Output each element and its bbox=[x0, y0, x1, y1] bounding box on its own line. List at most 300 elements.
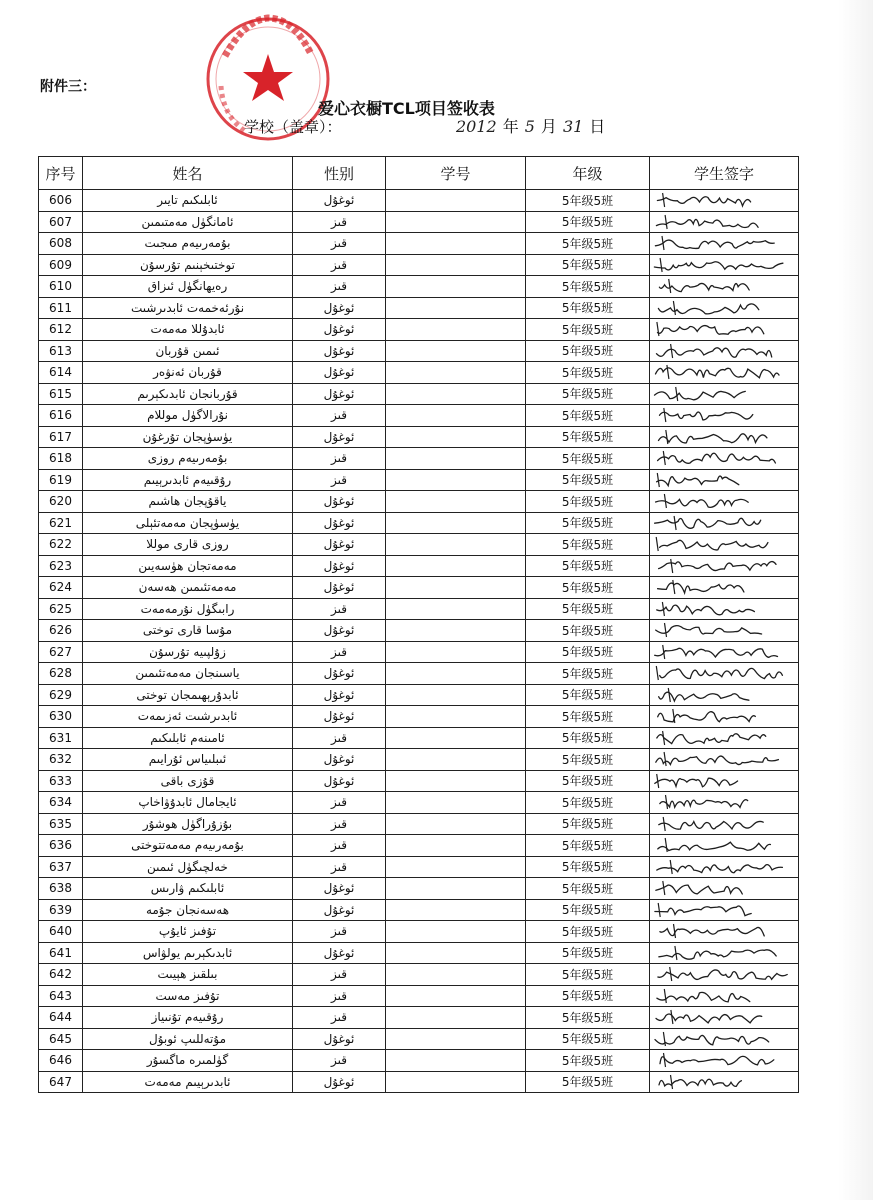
table-row bbox=[39, 512, 799, 534]
student-grade: 5年级5班 bbox=[526, 770, 650, 792]
student-name: يۈسۈپجان تۇرغۇن bbox=[83, 426, 293, 448]
student-signature bbox=[650, 491, 799, 513]
student-grade: 5年级5班 bbox=[526, 749, 650, 771]
handwritten-signature-mark bbox=[650, 448, 790, 468]
student-gender: قىز bbox=[293, 727, 386, 749]
row-number: 631 bbox=[39, 727, 83, 749]
student-grade: 5年级5班 bbox=[526, 985, 650, 1007]
student-grade: 5年级5班 bbox=[526, 233, 650, 255]
row-number: 616 bbox=[39, 405, 83, 427]
table-row bbox=[39, 598, 799, 620]
row-number: 610 bbox=[39, 276, 83, 298]
handwritten-signature-mark bbox=[650, 749, 790, 769]
table-row bbox=[39, 899, 799, 921]
table-row bbox=[39, 426, 799, 448]
student-grade: 5年级5班 bbox=[526, 921, 650, 943]
handwritten-signature-mark bbox=[650, 1029, 790, 1049]
table-row bbox=[39, 1028, 799, 1050]
row-number: 643 bbox=[39, 985, 83, 1007]
student-gender: ئوغۇل bbox=[293, 706, 386, 728]
handwritten-signature-mark bbox=[650, 835, 790, 855]
table-row bbox=[39, 319, 799, 341]
date-month-suffix: 月 bbox=[540, 117, 557, 136]
table-row bbox=[39, 276, 799, 298]
handwritten-signature-mark bbox=[650, 1072, 790, 1092]
handwritten-signature-mark bbox=[650, 405, 790, 425]
row-number: 646 bbox=[39, 1050, 83, 1072]
student-gender: قىز bbox=[293, 233, 386, 255]
table-body bbox=[39, 190, 799, 1093]
handwritten-signature-mark bbox=[650, 771, 790, 791]
student-grade: 5年级5班 bbox=[526, 405, 650, 427]
student-id bbox=[386, 598, 526, 620]
student-gender: قىز bbox=[293, 964, 386, 986]
handwritten-signature-mark bbox=[650, 1050, 790, 1070]
table-row bbox=[39, 1071, 799, 1093]
student-signature bbox=[650, 663, 799, 685]
table-row bbox=[39, 254, 799, 276]
student-gender: ئوغۇل bbox=[293, 491, 386, 513]
student-name: يۈسۈپجان مەمەتئېلى bbox=[83, 512, 293, 534]
table-row bbox=[39, 555, 799, 577]
table-row bbox=[39, 663, 799, 685]
handwritten-signature-mark bbox=[650, 943, 790, 963]
student-gender: ئوغۇل bbox=[293, 749, 386, 771]
row-number: 641 bbox=[39, 942, 83, 964]
student-gender: قىز bbox=[293, 405, 386, 427]
handwritten-signature-mark bbox=[650, 663, 790, 683]
row-number: 615 bbox=[39, 383, 83, 405]
row-number: 636 bbox=[39, 835, 83, 857]
student-grade: 5年级5班 bbox=[526, 555, 650, 577]
student-grade: 5年级5班 bbox=[526, 426, 650, 448]
student-signature bbox=[650, 1050, 799, 1072]
student-grade: 5年级5班 bbox=[526, 340, 650, 362]
table-row bbox=[39, 469, 799, 491]
student-signature bbox=[650, 297, 799, 319]
student-signature bbox=[650, 942, 799, 964]
student-id bbox=[386, 383, 526, 405]
student-gender: قىز bbox=[293, 985, 386, 1007]
student-id bbox=[386, 964, 526, 986]
student-id bbox=[386, 727, 526, 749]
date-day-suffix: 日 bbox=[589, 117, 606, 136]
handwritten-signature-mark bbox=[650, 212, 790, 232]
row-number: 623 bbox=[39, 555, 83, 577]
handwritten-signature-mark bbox=[650, 964, 790, 984]
student-name: ئايجامال ئابدۇۋاخاپ bbox=[83, 792, 293, 814]
row-number: 614 bbox=[39, 362, 83, 384]
table-row bbox=[39, 684, 799, 706]
row-number: 644 bbox=[39, 1007, 83, 1029]
student-name: ئامىنەم ئابلىكىم bbox=[83, 727, 293, 749]
student-id bbox=[386, 491, 526, 513]
student-name: خەلچىگۈل ئىمىن bbox=[83, 856, 293, 878]
student-grade: 5年级5班 bbox=[526, 254, 650, 276]
student-signature bbox=[650, 1028, 799, 1050]
table-row bbox=[39, 942, 799, 964]
student-id bbox=[386, 276, 526, 298]
student-signature bbox=[650, 190, 799, 212]
table-row bbox=[39, 792, 799, 814]
student-gender: ئوغۇل bbox=[293, 1071, 386, 1093]
student-grade: 5年级5班 bbox=[526, 190, 650, 212]
student-signature bbox=[650, 512, 799, 534]
student-signature bbox=[650, 448, 799, 470]
student-grade: 5年级5班 bbox=[526, 663, 650, 685]
student-id bbox=[386, 985, 526, 1007]
student-name: مەمەتجان ھۈسەيىن bbox=[83, 555, 293, 577]
student-name: روزى قارى موللا bbox=[83, 534, 293, 556]
row-number: 620 bbox=[39, 491, 83, 513]
student-gender: ئوغۇل bbox=[293, 426, 386, 448]
row-number: 626 bbox=[39, 620, 83, 642]
student-id bbox=[386, 254, 526, 276]
student-name: ئىبلىياس ئۇرايىم bbox=[83, 749, 293, 771]
student-grade: 5年级5班 bbox=[526, 792, 650, 814]
row-number: 645 bbox=[39, 1028, 83, 1050]
student-signature bbox=[650, 684, 799, 706]
student-gender: ئوغۇل bbox=[293, 190, 386, 212]
student-name: نۇرئەخمەت ئابدىرشىت bbox=[83, 297, 293, 319]
student-signature bbox=[650, 577, 799, 599]
student-id bbox=[386, 856, 526, 878]
student-grade: 5年级5班 bbox=[526, 598, 650, 620]
attachment-label: 附件三： bbox=[40, 79, 96, 95]
student-signature bbox=[650, 426, 799, 448]
student-gender: ئوغۇل bbox=[293, 770, 386, 792]
student-id bbox=[386, 706, 526, 728]
column-header-gender: 性别 bbox=[293, 157, 386, 190]
date-day: 31 bbox=[562, 117, 584, 136]
student-id bbox=[386, 942, 526, 964]
student-name: ئابلىكىم تايىر bbox=[83, 190, 293, 212]
handwritten-signature-mark bbox=[650, 814, 790, 834]
student-gender: قىز bbox=[293, 792, 386, 814]
student-signature bbox=[650, 383, 799, 405]
table-row bbox=[39, 491, 799, 513]
student-id bbox=[386, 792, 526, 814]
student-signature bbox=[650, 534, 799, 556]
student-signature bbox=[650, 254, 799, 276]
student-gender: قىز bbox=[293, 448, 386, 470]
student-gender: قىز bbox=[293, 813, 386, 835]
student-name: بۇمەرىيەم مىجىت bbox=[83, 233, 293, 255]
student-gender: قىز bbox=[293, 598, 386, 620]
student-name: ئابدىرشىت ئەزىمەت bbox=[83, 706, 293, 728]
student-signature bbox=[650, 706, 799, 728]
student-id bbox=[386, 512, 526, 534]
student-name: ھەسەنجان جۇمە bbox=[83, 899, 293, 921]
student-name: رەيھانگۈل ئىزاق bbox=[83, 276, 293, 298]
student-gender: ئوغۇل bbox=[293, 878, 386, 900]
student-name: ئابدىكېرىم يولۋاس bbox=[83, 942, 293, 964]
row-number: 647 bbox=[39, 1071, 83, 1093]
student-name: رۇقىيەم تۇنىياز bbox=[83, 1007, 293, 1029]
student-grade: 5年级5班 bbox=[526, 534, 650, 556]
handwritten-signature-mark bbox=[650, 642, 790, 662]
table-row bbox=[39, 985, 799, 1007]
table-row bbox=[39, 534, 799, 556]
handwritten-signature-mark bbox=[650, 298, 790, 318]
table-row bbox=[39, 448, 799, 470]
student-signature bbox=[650, 276, 799, 298]
student-grade: 5年级5班 bbox=[526, 491, 650, 513]
student-signature bbox=[650, 555, 799, 577]
table-row bbox=[39, 233, 799, 255]
handwritten-signature-mark bbox=[650, 556, 790, 576]
handwritten-signature-mark bbox=[650, 878, 790, 898]
column-header-student-id: 学号 bbox=[386, 157, 526, 190]
student-name: رابىگۈل نۇرمەمەت bbox=[83, 598, 293, 620]
handwritten-signature-mark bbox=[650, 792, 790, 812]
student-grade: 5年级5班 bbox=[526, 727, 650, 749]
student-grade: 5年级5班 bbox=[526, 813, 650, 835]
student-signature bbox=[650, 749, 799, 771]
student-name: ئامانگۈل مەمتىمىن bbox=[83, 211, 293, 233]
handwritten-signature-mark bbox=[650, 190, 790, 210]
student-signature bbox=[650, 362, 799, 384]
student-grade: 5年级5班 bbox=[526, 362, 650, 384]
student-gender: ئوغۇل bbox=[293, 534, 386, 556]
student-id bbox=[386, 1007, 526, 1029]
student-id bbox=[386, 448, 526, 470]
student-name: توختىخېنىم تۇرسۇن bbox=[83, 254, 293, 276]
date-year: 2012 bbox=[456, 117, 497, 136]
student-grade: 5年级5班 bbox=[526, 319, 650, 341]
student-name: زۇلپىيە تۇرسۇن bbox=[83, 641, 293, 663]
table-row bbox=[39, 1007, 799, 1029]
student-id bbox=[386, 340, 526, 362]
student-gender: قىز bbox=[293, 254, 386, 276]
handwritten-signature-mark bbox=[650, 341, 790, 361]
table-row bbox=[39, 211, 799, 233]
student-gender: قىز bbox=[293, 835, 386, 857]
student-signature bbox=[650, 921, 799, 943]
student-grade: 5年级5班 bbox=[526, 706, 650, 728]
column-header-number: 序号 bbox=[39, 157, 83, 190]
student-id bbox=[386, 878, 526, 900]
row-number: 606 bbox=[39, 190, 83, 212]
row-number: 613 bbox=[39, 340, 83, 362]
handwritten-signature-mark bbox=[650, 534, 790, 554]
handwritten-signature-mark bbox=[650, 276, 790, 296]
student-name: مۇسا قارى توختى bbox=[83, 620, 293, 642]
student-name: قۇزى باقى bbox=[83, 770, 293, 792]
row-number: 611 bbox=[39, 297, 83, 319]
table-row bbox=[39, 856, 799, 878]
row-number: 637 bbox=[39, 856, 83, 878]
handwritten-signature-mark bbox=[650, 491, 790, 511]
row-number: 629 bbox=[39, 684, 83, 706]
row-number: 635 bbox=[39, 813, 83, 835]
student-name: نۇرالاگۈل موللام bbox=[83, 405, 293, 427]
student-grade: 5年级5班 bbox=[526, 469, 650, 491]
student-grade: 5年级5班 bbox=[526, 383, 650, 405]
student-signature bbox=[650, 727, 799, 749]
student-id bbox=[386, 233, 526, 255]
student-id bbox=[386, 813, 526, 835]
student-id bbox=[386, 319, 526, 341]
column-header-grade: 年级 bbox=[526, 157, 650, 190]
date-month: 5 bbox=[524, 117, 535, 136]
student-signature bbox=[650, 405, 799, 427]
row-number: 609 bbox=[39, 254, 83, 276]
student-id bbox=[386, 899, 526, 921]
handwritten-signature-mark bbox=[650, 921, 790, 941]
student-id bbox=[386, 555, 526, 577]
student-grade: 5年级5班 bbox=[526, 577, 650, 599]
student-grade: 5年级5班 bbox=[526, 448, 650, 470]
student-grade: 5年级5班 bbox=[526, 276, 650, 298]
student-signature bbox=[650, 340, 799, 362]
student-name: ئىمىن قۇربان bbox=[83, 340, 293, 362]
handwritten-signature-mark bbox=[650, 728, 790, 748]
handwritten-signature-mark bbox=[650, 255, 790, 275]
student-signature bbox=[650, 964, 799, 986]
school-stamp-label bbox=[244, 116, 346, 137]
student-signature bbox=[650, 985, 799, 1007]
student-id bbox=[386, 1071, 526, 1093]
handwritten-signature-mark bbox=[650, 427, 790, 447]
student-signature bbox=[650, 856, 799, 878]
student-grade: 5年级5班 bbox=[526, 620, 650, 642]
row-number: 612 bbox=[39, 319, 83, 341]
school-label: 学校（盖章）： bbox=[244, 118, 342, 136]
row-number: 618 bbox=[39, 448, 83, 470]
student-gender: ئوغۇل bbox=[293, 942, 386, 964]
handwritten-signature-mark bbox=[650, 513, 790, 533]
row-number: 622 bbox=[39, 534, 83, 556]
student-grade: 5年级5班 bbox=[526, 512, 650, 534]
student-name: ئابدۇرېھىمجان توختى bbox=[83, 684, 293, 706]
student-gender: ئوغۇل bbox=[293, 297, 386, 319]
student-grade: 5年级5班 bbox=[526, 964, 650, 986]
document-title: 爱心衣橱TCL项目签收表 bbox=[318, 99, 495, 118]
student-gender: ئوغۇل bbox=[293, 620, 386, 642]
student-gender: قىز bbox=[293, 856, 386, 878]
student-grade: 5年级5班 bbox=[526, 1007, 650, 1029]
student-gender: ئوغۇل bbox=[293, 577, 386, 599]
student-id bbox=[386, 749, 526, 771]
student-gender: ئوغۇل bbox=[293, 684, 386, 706]
row-number: 642 bbox=[39, 964, 83, 986]
row-number: 627 bbox=[39, 641, 83, 663]
student-name: تۇفىز مەست bbox=[83, 985, 293, 1007]
table-row bbox=[39, 706, 799, 728]
row-number: 633 bbox=[39, 770, 83, 792]
student-signature bbox=[650, 1071, 799, 1093]
handwritten-signature-mark bbox=[650, 233, 790, 253]
student-signature bbox=[650, 211, 799, 233]
row-number: 628 bbox=[39, 663, 83, 685]
student-grade: 5年级5班 bbox=[526, 211, 650, 233]
student-grade: 5年级5班 bbox=[526, 942, 650, 964]
student-id bbox=[386, 577, 526, 599]
table-row bbox=[39, 878, 799, 900]
student-name: ئابدۇللا مەمەت bbox=[83, 319, 293, 341]
handwritten-signature-mark bbox=[650, 577, 790, 597]
student-signature bbox=[650, 899, 799, 921]
student-gender: ئوغۇل bbox=[293, 340, 386, 362]
student-id bbox=[386, 534, 526, 556]
row-number: 632 bbox=[39, 749, 83, 771]
student-grade: 5年级5班 bbox=[526, 1028, 650, 1050]
table-row bbox=[39, 1050, 799, 1072]
student-name: بۇمەرىيەم روزى bbox=[83, 448, 293, 470]
student-gender: ئوغۇل bbox=[293, 555, 386, 577]
student-name: قۇربان ئەنۋەر bbox=[83, 362, 293, 384]
row-number: 608 bbox=[39, 233, 83, 255]
handwritten-signature-mark bbox=[650, 1007, 790, 1027]
student-grade: 5年级5班 bbox=[526, 835, 650, 857]
student-id bbox=[386, 684, 526, 706]
student-gender: قىز bbox=[293, 469, 386, 491]
table-row bbox=[39, 770, 799, 792]
row-number: 624 bbox=[39, 577, 83, 599]
handwritten-signature-mark bbox=[650, 900, 790, 920]
row-number: 621 bbox=[39, 512, 83, 534]
student-grade: 5年级5班 bbox=[526, 1050, 650, 1072]
column-header-signature: 学生签字 bbox=[650, 157, 799, 190]
student-name: گۈلمىرە ماگسۇر bbox=[83, 1050, 293, 1072]
student-signature bbox=[650, 598, 799, 620]
student-id bbox=[386, 663, 526, 685]
student-grade: 5年级5班 bbox=[526, 684, 650, 706]
student-name: تۇفىز ئايۇپ bbox=[83, 921, 293, 943]
student-gender: قىز bbox=[293, 211, 386, 233]
row-number: 607 bbox=[39, 211, 83, 233]
student-grade: 5年级5班 bbox=[526, 856, 650, 878]
student-id bbox=[386, 620, 526, 642]
student-id bbox=[386, 297, 526, 319]
table-row bbox=[39, 383, 799, 405]
table-row bbox=[39, 727, 799, 749]
student-gender: ئوغۇل bbox=[293, 512, 386, 534]
date-year-suffix: 年 bbox=[502, 117, 519, 136]
receipt-table bbox=[38, 156, 799, 1093]
handwritten-signature-mark bbox=[650, 685, 790, 705]
student-name: بۇمەرىيەم مەمەتتوختى bbox=[83, 835, 293, 857]
student-grade: 5年级5班 bbox=[526, 641, 650, 663]
table-row bbox=[39, 577, 799, 599]
student-grade: 5年级5班 bbox=[526, 878, 650, 900]
row-number: 619 bbox=[39, 469, 83, 491]
student-gender: قىز bbox=[293, 276, 386, 298]
student-signature bbox=[650, 835, 799, 857]
table-row bbox=[39, 362, 799, 384]
student-gender: ئوغۇل bbox=[293, 383, 386, 405]
student-id bbox=[386, 469, 526, 491]
student-signature bbox=[650, 878, 799, 900]
student-gender: ئوغۇل bbox=[293, 362, 386, 384]
row-number: 640 bbox=[39, 921, 83, 943]
table-row bbox=[39, 340, 799, 362]
row-number: 634 bbox=[39, 792, 83, 814]
student-name: بۇزۇراگۈل ھوشۇر bbox=[83, 813, 293, 835]
row-number: 638 bbox=[39, 878, 83, 900]
row-number: 617 bbox=[39, 426, 83, 448]
handwritten-signature-mark bbox=[650, 620, 790, 640]
student-grade: 5年级5班 bbox=[526, 1071, 650, 1093]
student-name: بىلقىز ھېيىت bbox=[83, 964, 293, 986]
student-signature bbox=[650, 792, 799, 814]
table-row bbox=[39, 813, 799, 835]
student-id bbox=[386, 362, 526, 384]
student-id bbox=[386, 1050, 526, 1072]
student-gender: قىز bbox=[293, 641, 386, 663]
student-gender: ئوغۇل bbox=[293, 1028, 386, 1050]
